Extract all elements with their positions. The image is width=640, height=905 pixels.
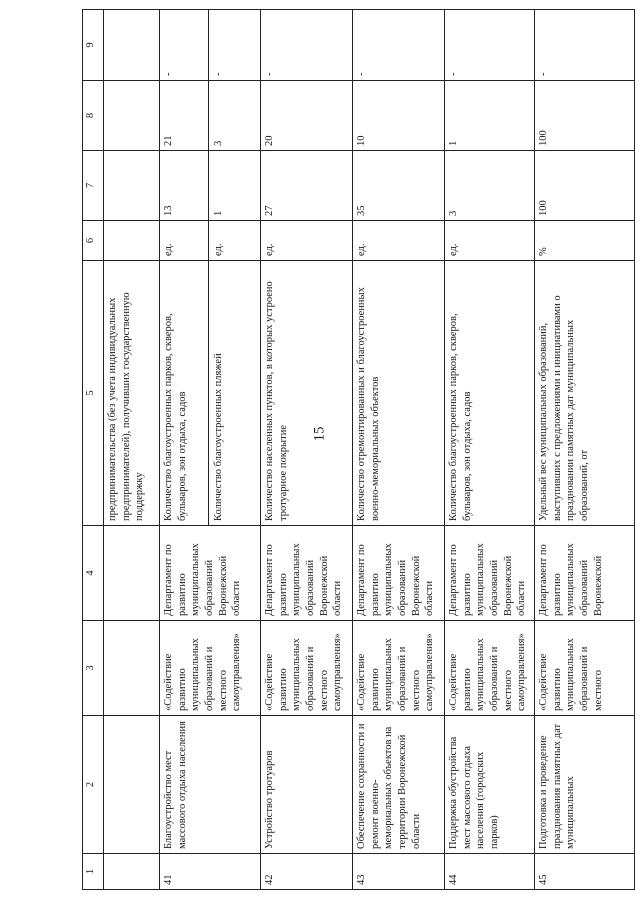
value: -: [261, 10, 353, 81]
unit: ед.: [163, 243, 174, 256]
unit: %: [535, 221, 635, 261]
value: 21: [163, 135, 174, 146]
value: 1: [208, 151, 258, 220]
value: 10: [353, 81, 445, 151]
event-name: Благоустройство мест массового отдыха населения: [160, 716, 261, 854]
department-name: Департамент по развитию муниципальных образований Воронежской: [535, 526, 635, 621]
value: -: [163, 72, 174, 76]
value-col7-cell: [160, 151, 261, 221]
unit: ед.: [208, 221, 258, 260]
table-row: [353, 10, 445, 890]
value: 13: [163, 205, 174, 216]
column-header: 1: [83, 854, 104, 890]
column-header: 8: [83, 81, 104, 151]
column-header: 7: [83, 151, 104, 221]
table-row: [160, 10, 261, 890]
unit: ед.: [445, 221, 535, 261]
value: 1: [445, 81, 535, 151]
column-header: 4: [83, 526, 104, 621]
value: -: [445, 10, 535, 81]
unit-cell: [160, 221, 261, 261]
program-name: «Содействие развитию муниципальных образований и местного самоуправления»: [160, 621, 261, 716]
value-col8-cell: [160, 81, 261, 151]
program-indicators-table: [82, 9, 635, 890]
table-row: [535, 10, 635, 890]
page-number: 15: [311, 426, 328, 442]
value: 100: [535, 81, 635, 151]
column-header: 9: [83, 10, 104, 81]
program-name: «Содействие развитию муниципальных образований и местного самоуправления»: [353, 621, 445, 716]
department-name: Департамент по развитию муниципальных образований Воронежской области: [160, 526, 261, 621]
department-name: Департамент по развитию муниципальных образований Воронежской области: [261, 526, 353, 621]
landscape-sheet: [82, 10, 630, 890]
indicator-text: Количество населенных пунктов, в которых устроено тротуарное покрытие: [261, 261, 353, 526]
continuation-row: [104, 10, 160, 890]
value-col9-cell: [160, 10, 261, 81]
column-number-row: [83, 10, 104, 890]
value: 27: [261, 151, 353, 221]
unit: ед.: [261, 221, 353, 261]
program-name: «Содействие развитию муниципальных образований и местного самоуправления»: [261, 621, 353, 716]
row-number: 41: [160, 854, 261, 890]
row-number: 43: [353, 854, 445, 890]
row-number: 44: [445, 854, 535, 890]
indicator-text: Удельный вес муниципальных образований, выступивших с предложениями и инициативами о праздновании памятных дат муниципальных образований, от: [535, 261, 635, 526]
value: -: [208, 10, 258, 80]
value: 35: [353, 151, 445, 221]
program-name: «Содействие развитию муниципальных образований и местного: [535, 621, 635, 716]
value: -: [353, 10, 445, 81]
indicator-text: Количество благоустроенных парков, скверов, бульваров, зон отдыха, садов: [445, 261, 535, 526]
department-name: Департамент по развитию муниципальных образований Воронежской области: [445, 526, 535, 621]
event-name: Устройство тротуаров: [261, 716, 353, 854]
column-header: 3: [83, 621, 104, 716]
table-row: [261, 10, 353, 890]
continuation-text: предпринимательства (без учета индивидуальных предпринимателей), получивших государственную поддержку: [104, 261, 160, 526]
row-number: 42: [261, 854, 353, 890]
column-header: 2: [83, 716, 104, 854]
event-name: Поддержка обустройства мест массового отдыха населения (городских парков): [445, 716, 535, 854]
value: 3: [445, 151, 535, 221]
value: -: [535, 10, 635, 81]
row-number: 45: [535, 854, 635, 890]
unit: ед.: [353, 221, 445, 261]
indicator-text: Количество благоустроенных парков, скверов, бульваров, зон отдыха, садов: [163, 313, 188, 521]
value: 20: [261, 81, 353, 151]
value: 100: [535, 151, 635, 221]
column-header: 6: [83, 221, 104, 261]
column-header: 5: [83, 261, 104, 526]
event-name: Подготовка и проведение празднования памятных дат муниципальных: [535, 716, 635, 854]
department-name: Департамент по развитию муниципальных образований Воронежской области: [353, 526, 445, 621]
table-row: [445, 10, 535, 890]
indicator-text: Количество благоустроенных пляжей: [208, 261, 258, 525]
event-name: Обеспечение сохранности и ремонт военно-мемориальных объектов на территории Воронежской области: [353, 716, 445, 854]
program-name: «Содействие развитию муниципальных образований и местного самоуправления»: [445, 621, 535, 716]
value: 3: [208, 81, 258, 150]
indicator-text: Количество отремонтированных и благоустроенных военно-мемориальных объектов: [353, 261, 445, 526]
indicator-cell: [160, 261, 261, 526]
